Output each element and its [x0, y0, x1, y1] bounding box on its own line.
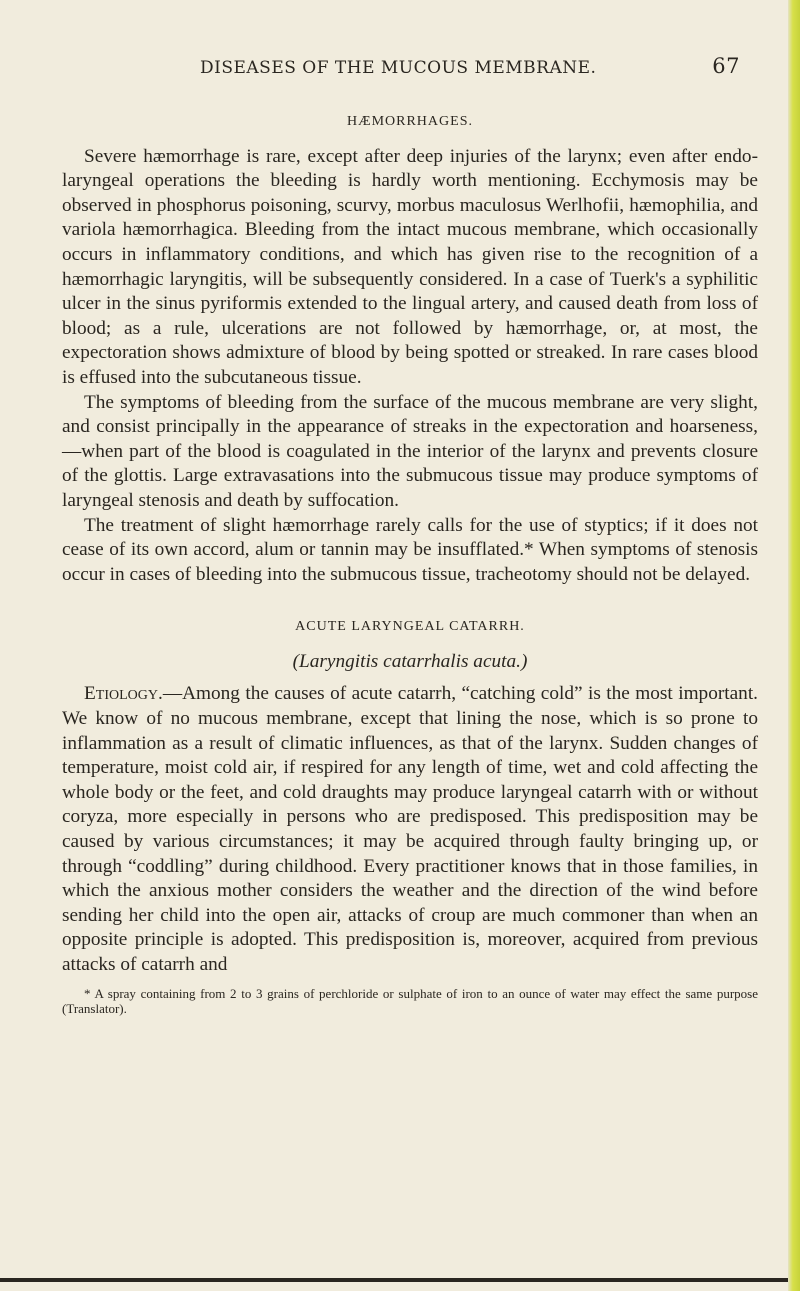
footnote: * A spray containing from 2 to 3 grains of perchloride or sulphate of iron to an ounce of water may effect the same purpose (Translator).: [62, 985, 758, 1016]
bottom-rule: [0, 1278, 790, 1282]
page-edge: [788, 0, 800, 1291]
etiology-text: —Among the causes of acute catarrh, “catching cold” is the most important. We know of no mucous membrane, except that lining the nose, which is so prone to inflammation as a result of climatic influences, as that of the larynx. Sudden changes of temperature, moist cold air, if respired for any length of time, wet and cold affecting the whole body or the feet, and cold draughts may produce laryngeal catarrh with or without coryza, more especially in persons who are predisposed. This predisposition may be caused by various circumstances; it may be acquired through faulty bringing up, or through “coddling” during childhood. Every practitioner knows that in those families, in which the anxious mother considers the weather and the direction of the wind before sending her child into the open air, attacks of croup are much commoner than when an opposite principle is adopted. This predisposition is, moreover, acquired from previous attacks of catarrh and: [62, 683, 758, 975]
paragraph: The treatment of slight hæmorrhage rarely calls for the use of styptics; if it does not cease of its own accord, alum or tannin may be insufflated.* When symptoms of stenosis occur in cases of bleeding into the submucous tissue, tracheotomy should not be delayed.: [62, 514, 758, 585]
page-number: 67: [712, 54, 740, 78]
paragraph: [62, 682, 758, 977]
section-heading-haemorrhages: HÆMORRHAGES.: [347, 114, 473, 129]
text-block: [62, 110, 758, 1016]
paragraph: The symptoms of bleeding from the surface of the mucous membrane are very slight, and consist principally in the appearance of streaks in the expectoration and hoarseness,—when part of the blood is coagulated in the interior of the larynx and prevents closure of the glottis. Large extravasations into the submucous tissue may produce symptoms of laryngeal stenosis and death by suffocation.: [62, 391, 758, 511]
running-title: DISEASES OF THE MUCOUS MEMBRANE.: [200, 58, 597, 78]
section-heading-acute-laryngeal-catarrh: ACUTE LARYNGEAL CATARRH.: [295, 619, 525, 635]
paragraph: Severe hæmorrhage is rare, except after deep injuries of the larynx; even after endo-laryngeal operations the bleeding is hardly worth mentioning. Ecchymosis may be observed in phosphorus poisoning, scurvy, morbus maculosus Werlhofii, hæmophilia, and variola hæmorrhagica. Bleeding from the intact mucous membrane, which occasionally occurs in inflammatory conditions, and which has given rise to the recognition of a hæmorrhagic laryngitis, will be subsequently considered. In a case of Tuerk's a syphilitic ulcer in the sinus pyriformis extended to the lingual artery, and caused death from loss of blood; as a rule, ulcerations are not followed by hæmorrhage, or, at most, the expectoration shows admixture of blood by being spotted or streaked. In rare cases blood is effused into the subcutaneous tissue.: [62, 145, 758, 388]
section-subtitle: (Laryngitis catarrhalis acuta.): [292, 650, 528, 672]
etiology-lead: Etiology.: [84, 683, 163, 705]
running-head: [60, 52, 750, 82]
